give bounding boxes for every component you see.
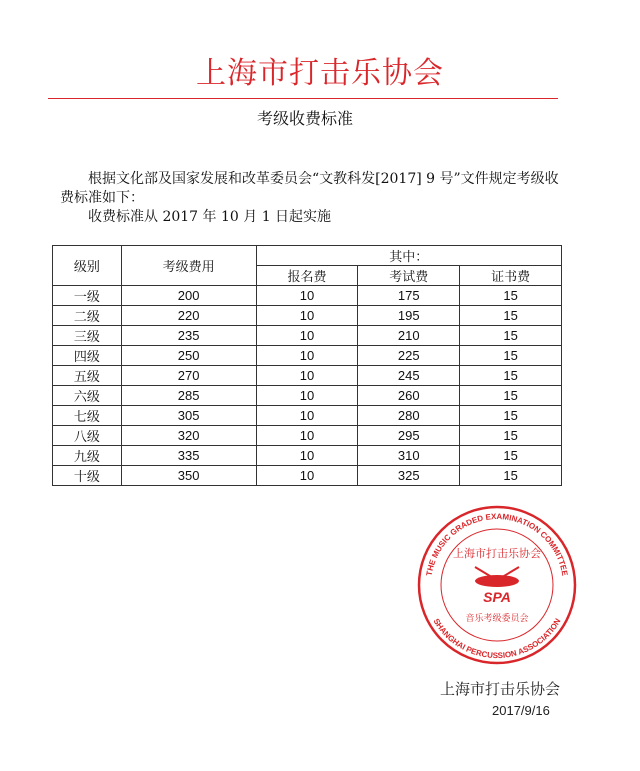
- cell-level: 七级: [53, 406, 122, 426]
- fee-table: [52, 245, 562, 486]
- cell-certificate: 15: [460, 386, 562, 406]
- org-title: 上海市打击乐协会: [196, 56, 444, 91]
- table-row: [53, 446, 562, 466]
- header-registration: 报名费: [256, 266, 358, 286]
- cell-level: 五级: [53, 366, 122, 386]
- seal-outer-top-text: THE MUSIC GRADED EXAMINATION COMMITTEE: [424, 511, 570, 577]
- cell-registration: 10: [256, 386, 358, 406]
- cell-certificate: 15: [460, 346, 562, 366]
- signature-org: 上海市打击乐协会: [440, 680, 561, 698]
- header-of-which: 其中：: [256, 246, 561, 266]
- cell-certificate: 15: [460, 426, 562, 446]
- seal-inner-text: 上海市打击乐协会: [453, 547, 541, 560]
- cell-exam: 310: [358, 446, 460, 466]
- table-row: [53, 346, 562, 366]
- table-row: [53, 326, 562, 346]
- table-row: [53, 306, 562, 326]
- cell-registration: 10: [256, 426, 358, 446]
- cell-registration: 10: [256, 406, 358, 426]
- table-row: [53, 426, 562, 446]
- cell-level: 六级: [53, 386, 122, 406]
- cell-registration: 10: [256, 326, 358, 346]
- cell-registration: 10: [256, 306, 358, 326]
- effective-date-paragraph: 收费标准从 2017 年 10 月 1 日起实施: [88, 209, 332, 225]
- signature-date: 2017/9/16: [492, 703, 550, 718]
- cell-registration: 10: [256, 446, 358, 466]
- table-row: [53, 466, 562, 486]
- cell-level: 一级: [53, 286, 122, 306]
- cell-certificate: 15: [460, 446, 562, 466]
- cell-registration: 10: [256, 366, 358, 386]
- cell-level: 八级: [53, 426, 122, 446]
- header-fee: 考级费用: [121, 246, 256, 286]
- cell-fee: 335: [121, 446, 256, 466]
- cell-fee: 320: [121, 426, 256, 446]
- cell-exam: 325: [358, 466, 460, 486]
- cell-certificate: 15: [460, 286, 562, 306]
- cell-level: 九级: [53, 446, 122, 466]
- cell-exam: 260: [358, 386, 460, 406]
- cell-registration: 10: [256, 286, 358, 306]
- cell-fee: 285: [121, 386, 256, 406]
- seal-outer-bottom-text: SHANGHAI PERCUSSION ASSOCIATION: [431, 616, 563, 661]
- cell-certificate: 15: [460, 306, 562, 326]
- table-row: [53, 386, 562, 406]
- cell-exam: 195: [358, 306, 460, 326]
- cell-level: 十级: [53, 466, 122, 486]
- cell-fee: 350: [121, 466, 256, 486]
- header-level: 级别: [53, 246, 122, 286]
- table-row: [53, 366, 562, 386]
- cell-certificate: 15: [460, 326, 562, 346]
- cell-fee: 270: [121, 366, 256, 386]
- cell-certificate: 15: [460, 406, 562, 426]
- cell-exam: 210: [358, 326, 460, 346]
- table-row: [53, 286, 562, 306]
- seal-logo: SPA: [483, 589, 511, 605]
- cell-fee: 235: [121, 326, 256, 346]
- cell-fee: 200: [121, 286, 256, 306]
- cell-exam: 280: [358, 406, 460, 426]
- intro-paragraph: 根据文化部及国家发展和改革委员会“文教科发[2017] 9 号”文件规定考级收费标准如下：: [60, 171, 559, 206]
- intro-text: [60, 170, 560, 227]
- cell-certificate: 15: [460, 466, 562, 486]
- header-exam: 考试费: [358, 266, 460, 286]
- header-certificate: 证书费: [460, 266, 562, 286]
- cell-exam: 225: [358, 346, 460, 366]
- drum-icon: [475, 575, 519, 587]
- official-seal: [417, 505, 577, 665]
- seal-lower-text: 音乐考级委员会: [465, 614, 529, 624]
- cell-fee: 250: [121, 346, 256, 366]
- cell-level: 三级: [53, 326, 122, 346]
- cell-fee: 220: [121, 306, 256, 326]
- cell-registration: 10: [256, 466, 358, 486]
- cell-certificate: 15: [460, 366, 562, 386]
- doc-subtitle: 考级收费标准: [256, 109, 353, 128]
- cell-registration: 10: [256, 346, 358, 366]
- cell-fee: 305: [121, 406, 256, 426]
- cell-exam: 175: [358, 286, 460, 306]
- table-row: [53, 406, 562, 426]
- cell-exam: 245: [358, 366, 460, 386]
- cell-level: 二级: [53, 306, 122, 326]
- cell-level: 四级: [53, 346, 122, 366]
- cell-exam: 295: [358, 426, 460, 446]
- title-divider: [48, 98, 558, 99]
